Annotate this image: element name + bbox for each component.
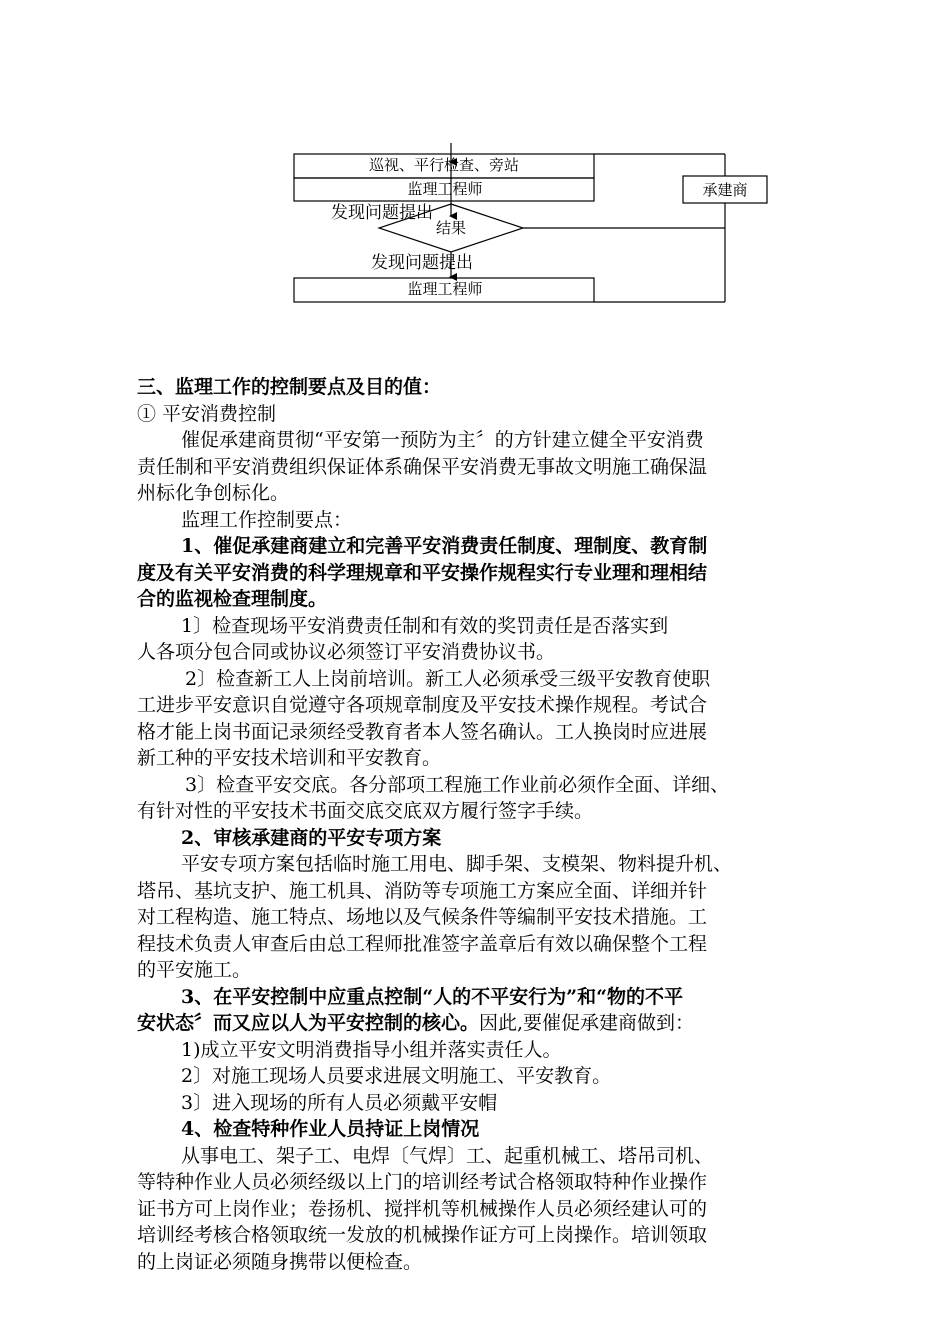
- point4-title: 4、检查特种作业人员持证上岗情况: [181, 1118, 480, 1140]
- point4-line: 的上岗证必须随身携带以便检查。: [137, 1250, 423, 1273]
- contractor-box-label: 承建商: [702, 181, 748, 199]
- point3-item: 3〕进入现场的所有人员必须戴平安帽: [181, 1091, 498, 1114]
- point2-line: 的平安施工。: [137, 959, 252, 981]
- point1-item1-line: 1〕检查现场平安消费责任制和有效的奖罚责任是否落实到: [181, 614, 669, 637]
- problem-label-1: 发现问题提出: [331, 203, 433, 223]
- point1-item3-line: 3〕检查平安交底。各分部项工程施工作业前必须作全面、详细、: [185, 773, 730, 796]
- point2-title: 2、审核承建商的平安专项方案: [181, 826, 442, 849]
- engineer-box-2-label: 监理工程师: [407, 280, 483, 298]
- point3-line-2-bold: 安状态〞而又应以人为平安控制的核心。: [137, 1012, 480, 1034]
- point4-line: 培训经考核合格领取统一发放的机械操作证方可上岗操作。培训领取: [137, 1224, 708, 1246]
- point3-item: 2〕对施工现场人员要求进展文明施工、平安教育。: [181, 1065, 612, 1087]
- point1-item2-line: 工进步平安意识自觉遵守各项规章制度及平安技术操作规程。考试合: [137, 694, 708, 716]
- point2-line: 对工程构造、施工特点、场地以及气候条件等编制平安技术措施。工: [137, 906, 708, 928]
- section-title: 三、监理工作的控制要点及目的值：: [137, 376, 442, 398]
- subsection-title: ① 平安消费控制: [137, 402, 277, 425]
- intro-line: 州标化争创标化。: [137, 482, 290, 504]
- point3-item: 1)成立平安文明消费指导小组并落实责任人。: [181, 1038, 562, 1061]
- point4-line: 证书方可上岗作业；卷扬机、搅拌机等机械操作人员必须经建认可的: [137, 1197, 708, 1220]
- patrol-box-label: 巡视、平行检查、旁站: [368, 156, 520, 174]
- point4-line: 从事电工、架子工、电焊〔气焊〕工、起重机械工、塔吊司机、: [181, 1144, 714, 1167]
- point1-item1-line: 人各项分包合同或协议必须签订平安消费协议书。: [137, 641, 556, 663]
- point2-line: 平安专项方案包括临时施工用电、脚手架、支模架、物料提升机、: [181, 853, 733, 875]
- document-body: [137, 374, 827, 1275]
- decision-label: 结果: [435, 219, 467, 237]
- points-title: 监理工作控制要点：: [181, 508, 353, 531]
- intro-line: 催促承建商贯彻“平安第一预防为主〞的方针建立健全平安消费: [181, 429, 704, 451]
- point3-line-2: [137, 1010, 827, 1037]
- point1-item3-line: 有针对性的平安技术书面交底交底双方履行签字手续。: [137, 800, 594, 822]
- point1-line: 合的监视检查理制度。: [137, 588, 328, 610]
- point2-line: 程技术负责人审查后由总工程师批准签字盖章后有效以确保整个工程: [137, 932, 708, 955]
- point1-line: 度及有关平安消费的科学理规章和平安操作规程实行专业理和理相结: [137, 561, 708, 584]
- point1-item2-line: 格才能上岗书面记录须经受教育者本人签名确认。工人换岗时应进展: [137, 720, 708, 743]
- point1-line: 1、催促承建商建立和完善平安消费责任制度、理制度、教育制: [181, 535, 708, 557]
- point1-item2-line: 2〕检查新工人上岗前培训。新工人必须承受三级平安教育使职: [185, 667, 711, 690]
- intro-line: 责任制和平安消费组织保证体系确保平安消费无事故文明施工确保温: [137, 455, 708, 478]
- point1-item2-line: 新工种的平安技术培训和平安教育。: [137, 747, 442, 769]
- engineer-box-1-label: 监理工程师: [407, 180, 483, 198]
- supervision-flowchart: [0, 0, 950, 340]
- point3-line: 3、在平安控制中应重点控制“人的不平安行为”和“物的不平: [181, 985, 684, 1008]
- point2-line: 塔吊、基坑支护、施工机具、消防等专项施工方案应全面、详细并针: [137, 879, 708, 902]
- point4-line: 等特种作业人员必须经级以上门的培训经考试合格领取特种作业操作: [137, 1171, 708, 1193]
- problem-label-2: 发现问题提出: [371, 253, 473, 273]
- point3-line-2-normal: 因此,要催促承建商做到：: [479, 1012, 695, 1034]
